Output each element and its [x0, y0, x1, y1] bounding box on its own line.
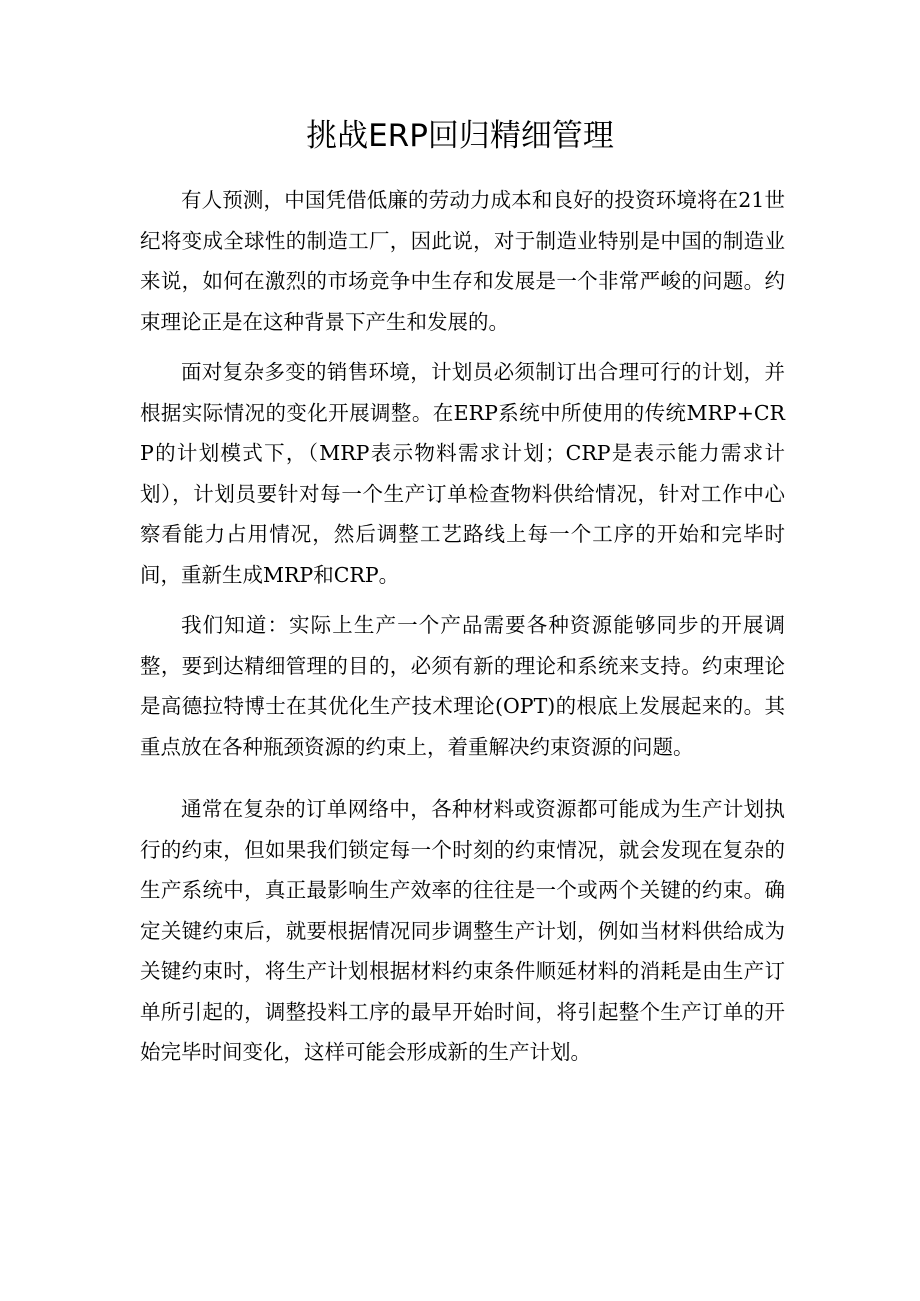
document-title: 挑战ERP回归精细管理: [306, 118, 614, 154]
document-body: [140, 180, 785, 1083]
paragraph-1: 有人预测，中国凭借低廉的劳动力成本和良好的投资环境将在21世纪将变成全球性的制造工厂，因此说，对于制造业特别是中国的制造业来说，如何在激烈的市场竞争中生存和发展是一个非常严峻的问题。约束理论正是在这种背景下产生和发展的。: [140, 188, 785, 334]
paragraph-3: 我们知道：实际上生产一个产品需要各种资源能够同步的开展调整，要到达精细管理的目的，必须有新的理论和系统来支持。约束理论是高德拉特博士在其优化生产技术理论(OPT)的根底上发展起来的。其重点放在各种瓶颈资源的约束上，着重解决约束资源的问题。: [140, 613, 785, 759]
paragraph-4: 通常在复杂的订单网络中，各种材料或资源都可能成为生产计划执行的约束，但如果我们锁定每一个时刻的约束情况，就会发现在复杂的生产系统中，真正最影响生产效率的往往是一个或两个关键的约束。确定关键约束后，就要根据情况同步调整生产计划，例如当材料供给成为关键约束时，将生产计划根据材料约束条件顺延材料的消耗是由生产订单所引起的，调整投料工序的最早开始时间，将引起整个生产订单的开始完毕时间变化，这样可能会形成新的生产计划。: [140, 797, 785, 1064]
paragraph-2: 面对复杂多变的销售环境，计划员必须制订出合理可行的计划，并根据实际情况的变化开展调整。在ERP系统中所使用的传统MRP+CRP的计划模式下，（MRP表示物料需求计划；CRP是表示能力需求计划），计划员要针对每一个生产订单检查物料供给情况，针对工作中心察看能力占用情况，然后调整工艺路线上每一个工序的开始和完毕时间，重新生成MRP和CRP。: [140, 360, 785, 587]
